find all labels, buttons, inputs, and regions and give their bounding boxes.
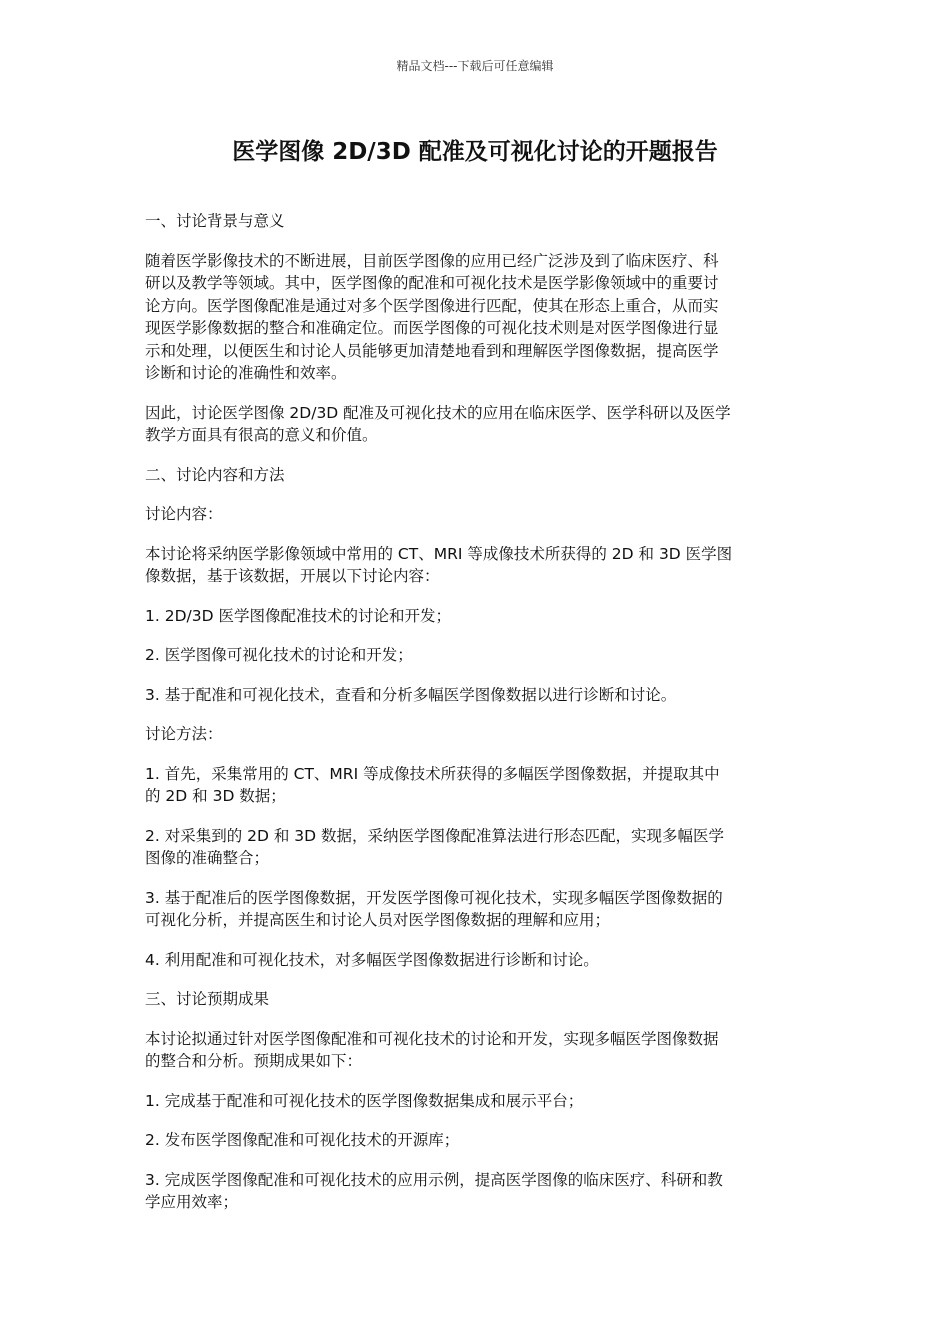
list-item-outcome [145,1090,810,1113]
text-line: 的 2D 和 3D 数据； [145,787,286,805]
text-line: 因此，讨论医学图像 2D/3D 配准及可视化技术的应用在临床医学、医学科研以及医学 [145,403,731,422]
paragraph-background [145,250,810,385]
text-line: 3. 基于配准后的医学图像数据，开发医学图像可视化技术，实现多幅医学图像数据的 [145,888,723,907]
list-item-outcome [145,1169,810,1214]
text-line: 教学方面具有很高的意义和价值。 [145,426,378,444]
text-line: 图像的准确整合； [145,849,270,867]
text-line: 随着医学影像技术的不断进展，目前医学图像的应用已经广泛涉及到了临床医疗、科 [145,251,719,270]
text-line: 学应用效率； [145,1193,239,1211]
content-label: 讨论内容： [145,505,223,523]
text-line: 可视化分析，并提高医生和讨论人员对医学图像数据的理解和应用； [145,911,611,929]
text-line: 现医学影像数据的整合和准确定位。而医学图像的可视化技术则是对医学图像进行显 [145,319,719,337]
text-line: 3. 完成医学图像配准和可视化技术的应用示例，提高医学图像的临床医疗、科研和教 [145,1170,723,1189]
list-item-outcome [145,1129,810,1152]
list-item-method [145,825,810,870]
header-note: 精品文档---下载后可任意编辑 [396,59,554,73]
text-line: 论方向。医学图像配准是通过对多个医学图像进行匹配，使其在形态上重合，从而实 [145,296,719,315]
list-item-method [145,887,810,932]
section-heading-outcomes: 三、讨论预期成果 [145,990,270,1008]
text-line: 示和处理，以便医生和讨论人员能够更加清楚地看到和理解医学图像数据，提高医学 [145,341,719,360]
text-line: 2. 对采集到的 2D 和 3D 数据，采纳医学图像配准算法进行形态匹配，实现多幅医学 [145,826,725,845]
document-body [145,210,810,1214]
text-line: 4. 利用配准和可视化技术，对多幅医学图像数据进行诊断和讨论。 [145,950,599,969]
text-line: 2. 发布医学图像配准和可视化技术的开源库； [145,1131,460,1149]
list-item-content: 1. 2D/3D 医学图像配准技术的讨论和开发； [145,606,451,625]
page-title: 医学图像 2D/3D 配准及可视化讨论的开题报告 [232,139,718,165]
paragraph-outcomes-intro [145,1028,810,1073]
text-line: 本讨论将采纳医学影像领域中常用的 CT、MRI 等成像技术所获得的 2D 和 3D 医学图 [145,544,733,563]
text-line: 诊断和讨论的准确性和效率。 [145,364,347,382]
section-heading-content-method: 二、讨论内容和方法 [145,465,285,484]
list-item-method [145,763,810,808]
text-line: 1. 首先，采集常用的 CT、MRI 等成像技术所获得的多幅医学图像数据，并提取其中 [145,764,720,783]
text-line: 本讨论拟通过针对医学图像配准和可视化技术的讨论和开发，实现多幅医学图像数据 [145,1029,719,1048]
text-line: 1. 完成基于配准和可视化技术的医学图像数据集成和展示平台； [145,1091,584,1110]
text-line: 研以及教学等领域。其中，医学图像的配准和可视化技术是医学影像领域中的重要讨 [145,274,719,292]
list-item-content: 3. 基于配准和可视化技术，查看和分析多幅医学图像数据以进行诊断和讨论。 [145,685,677,704]
text-line: 像数据，基于该数据，开展以下讨论内容： [145,567,440,585]
method-label: 讨论方法： [145,725,223,743]
text-line: 的整合和分析。预期成果如下： [145,1052,363,1070]
paragraph-content-intro [145,543,810,588]
paragraph-significance [145,402,810,447]
list-item-method [145,949,810,972]
list-item-content: 2. 医学图像可视化技术的讨论和开发； [145,646,413,664]
section-heading-background: 一、讨论背景与意义 [145,212,285,230]
